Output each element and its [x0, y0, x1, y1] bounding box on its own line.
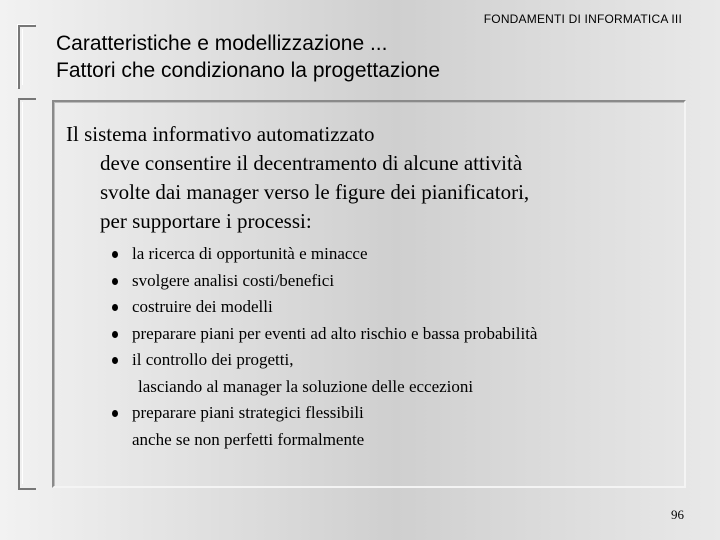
list-item-text-continued: lasciando al manager la soluzione delle eccezioni: [138, 376, 474, 396]
bullet-dot-icon: [112, 410, 118, 417]
list-item: [66, 241, 676, 268]
list-item-text: costruire dei modelli: [132, 297, 273, 316]
page-number: 96: [671, 507, 684, 522]
intro-line: svolte dai manager verso le figure dei pianificatori,: [100, 180, 530, 204]
intro-line: deve consentire il decentramento di alcune attività: [100, 151, 523, 175]
course-header: FONDAMENTI DI INFORMATICA III: [483, 12, 682, 26]
bullet-list: [66, 241, 676, 453]
bullet-dot-icon: [112, 251, 118, 258]
list-item-text: preparare piani strategici flessibili: [132, 403, 364, 422]
list-item-text: il controllo dei progetti,: [132, 350, 294, 369]
decorative-bracket-bottom-highlight: [22, 102, 35, 484]
slide-title-line-1: Caratteristiche e modellizzazione ...: [56, 32, 388, 55]
list-item: [66, 321, 676, 348]
bullet-dot-icon: [112, 304, 118, 311]
bullet-dot-icon: [112, 278, 118, 285]
list-item: [66, 294, 676, 321]
list-item-text: la ricerca di opportunità e minacce: [132, 244, 368, 263]
list-item: [66, 347, 676, 400]
list-item-text-continued: anche se non perfetti formalmente: [132, 429, 365, 449]
list-item: [66, 268, 676, 295]
intro-first-line: Il sistema informativo automatizzato: [66, 122, 375, 146]
list-item-text: preparare piani per eventi ad alto rischio e bassa probabilità: [132, 323, 538, 343]
bullet-dot-icon: [112, 331, 118, 338]
intro-line: per supportare i processi:: [100, 209, 312, 233]
slide-body: [66, 120, 676, 453]
slide-title-line-2: Fattori che condizionano la progettazione: [56, 59, 441, 82]
slide-title: [56, 30, 440, 84]
decorative-bracket-top-highlight: [22, 29, 35, 85]
list-item-text: svolgere analisi costi/benefici: [132, 270, 335, 290]
list-item: [66, 400, 676, 453]
bullet-dot-icon: [112, 357, 118, 364]
